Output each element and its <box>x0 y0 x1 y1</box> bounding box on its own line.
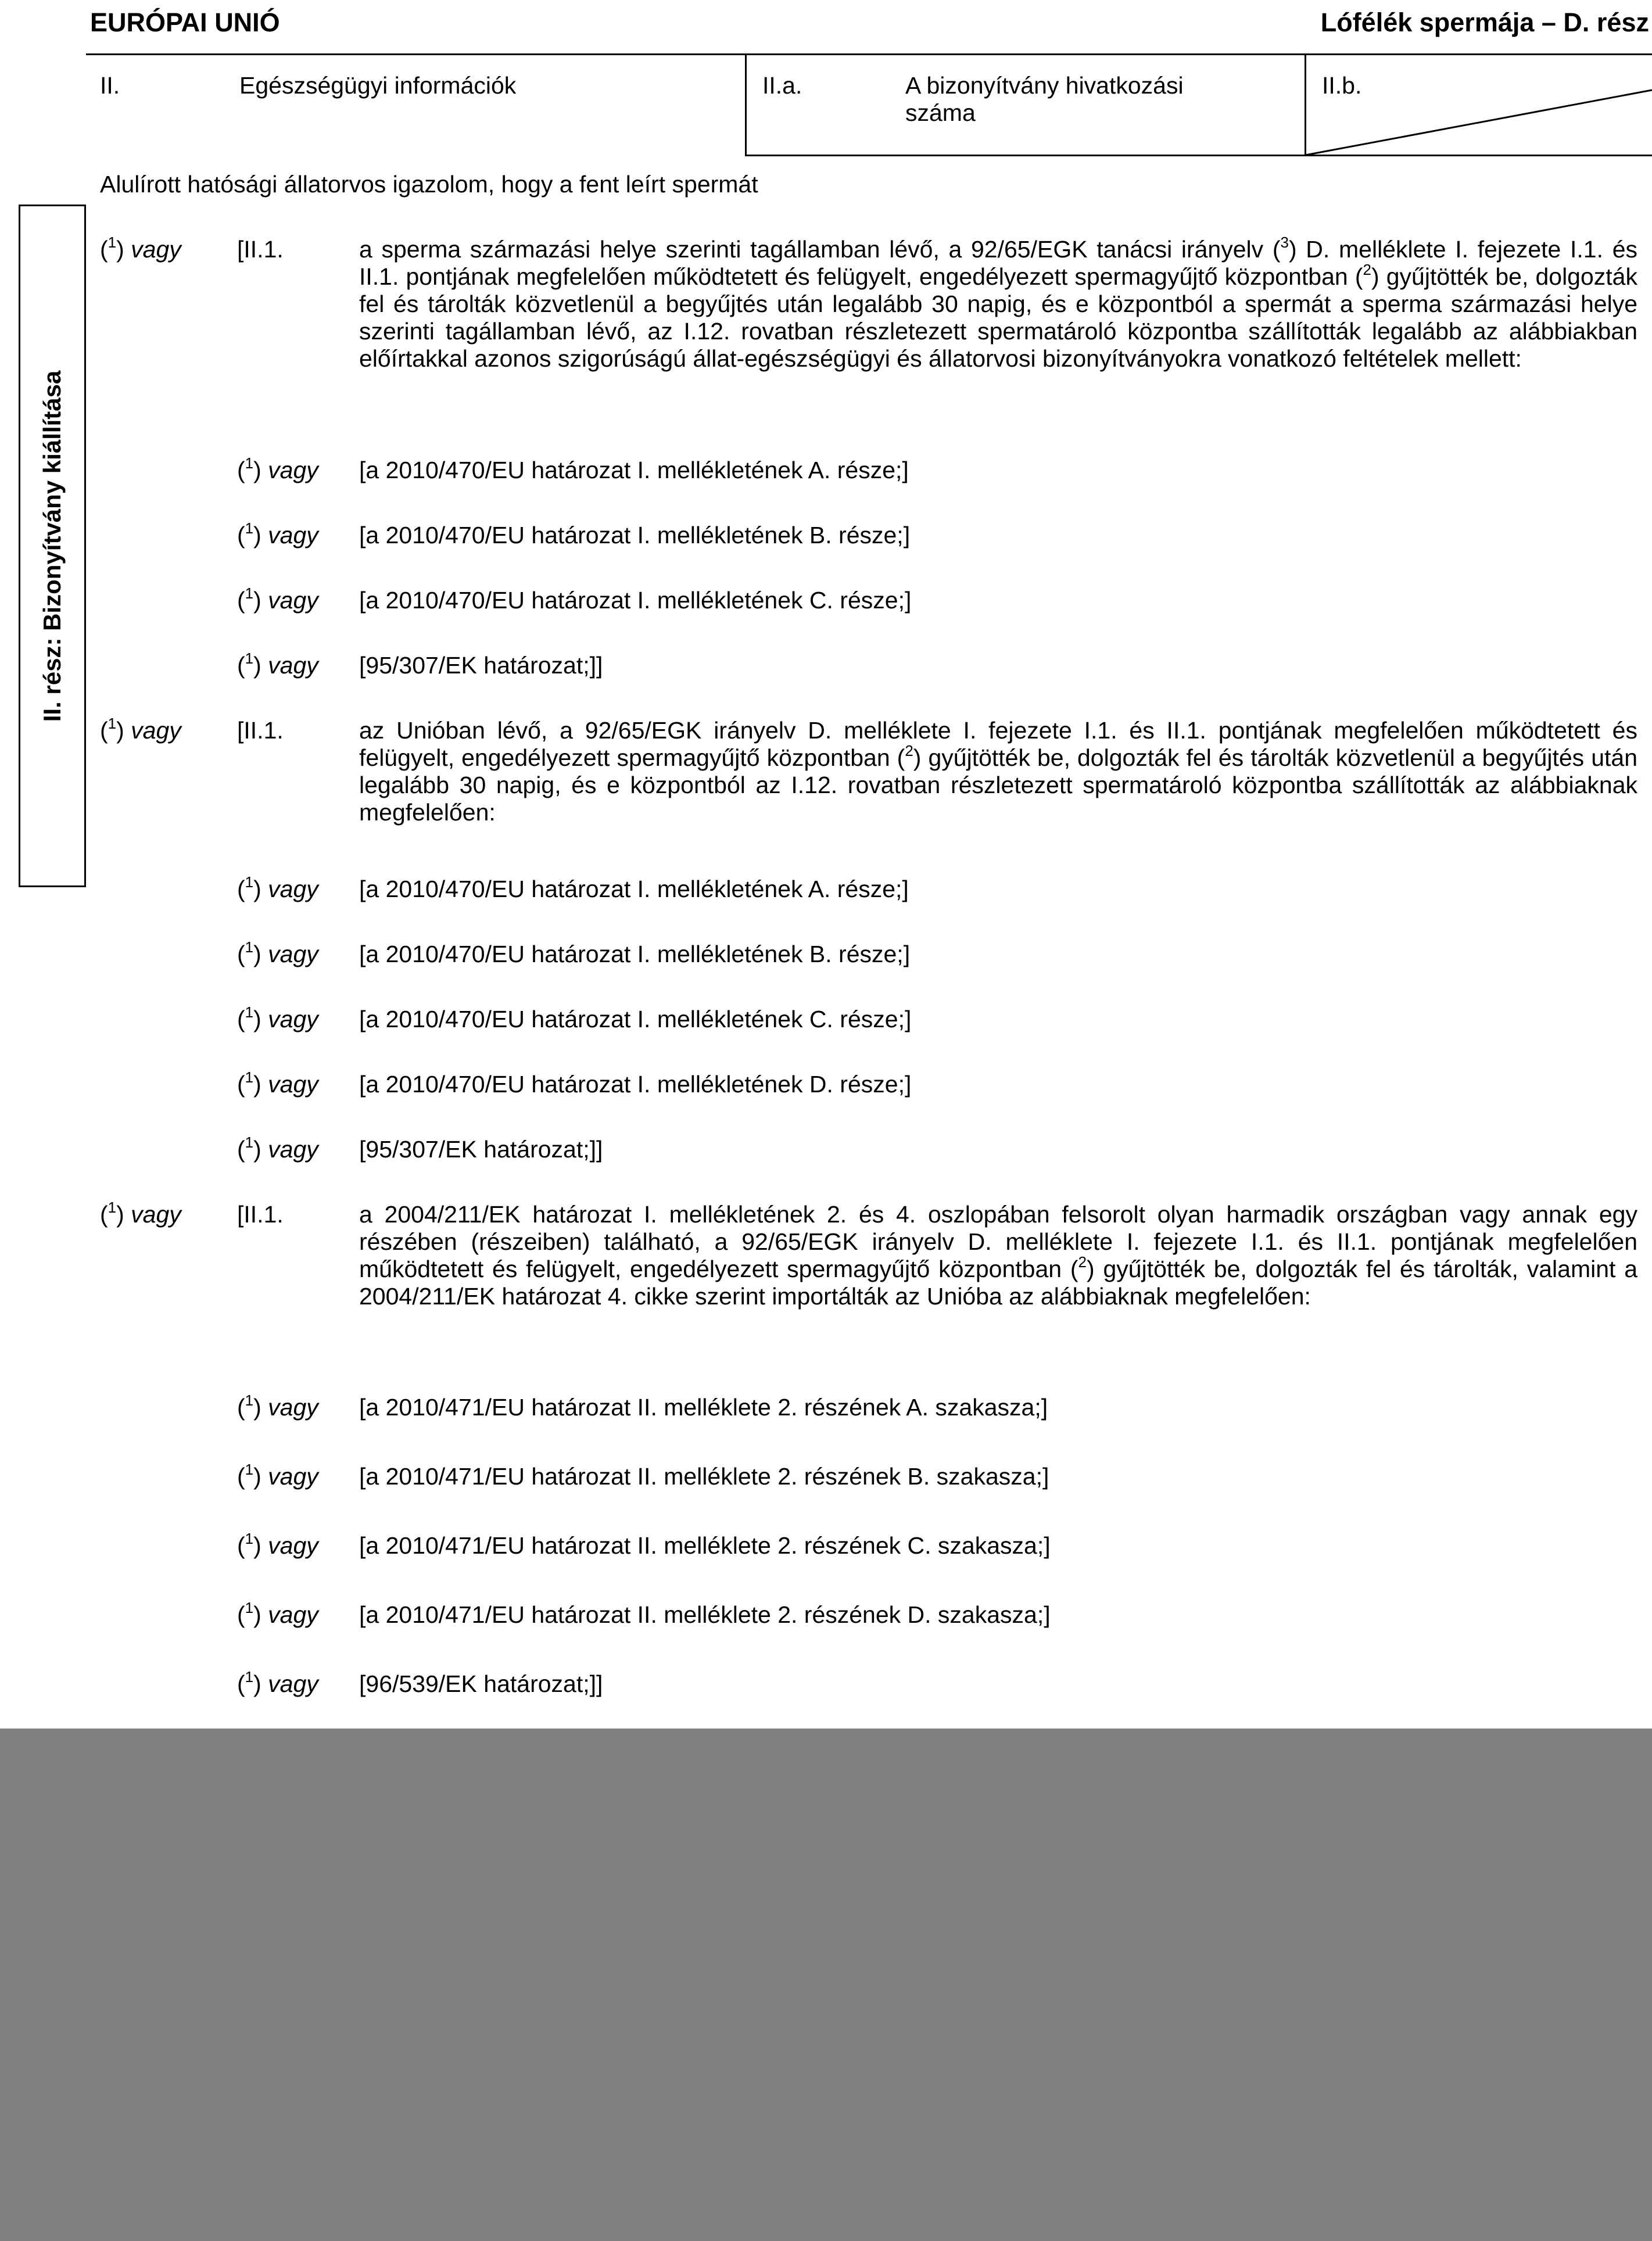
block1-number: [II.1. <box>237 236 284 263</box>
block1-option-b-vagy: ($^1$) vagy <box>237 519 318 548</box>
side-label: II. rész: Bizonyítvány kiállítása <box>38 370 66 722</box>
side-label-box <box>19 205 86 887</box>
block2-option-e-vagy: ($^1$) vagy <box>237 1134 318 1163</box>
block2-option-a-vagy: ($^1$) vagy <box>237 873 318 902</box>
block2-option-c: [a 2010/470/EU határozat I. mellékletének C. része;] <box>359 1006 912 1032</box>
block3-option-a: [a 2010/471/EU határozat II. melléklete 2. részének A. szakasza;] <box>359 1394 1048 1421</box>
header-right: Lófélék spermája – D. rész <box>1320 8 1649 37</box>
block2-option-e: [95/307/EK határozat;]] <box>359 1136 603 1163</box>
block2-option-a: [a 2010/470/EU határozat I. mellékletének A. része;] <box>359 876 909 902</box>
header-left: EURÓPAI UNIÓ <box>90 8 280 37</box>
block2-option-d-vagy: ($^1$) vagy <box>237 1068 318 1098</box>
block2-option-b-vagy: ($^1$) vagy <box>237 938 318 967</box>
block3-option-c: [a 2010/471/EU határozat II. melléklete 2. részének C. szakasza;] <box>359 1532 1051 1559</box>
block2-option-c-vagy: ($^1$) vagy <box>237 1003 318 1032</box>
block1-text: a sperma származási helye szerinti tagállamban lévő, a 92/65/EGK tanácsi irányelv ($^3$) D. melléklete I. fejezete I.1. és II.1. pontjának megfelelően működtetett és felügyelt, engedélyezett spermagyűjtő központban ($^2$) gyűjtötték be, dolgozták fel és tárolták közvetlenül a begyűjtés után legalább 30 napig, és e központból a spermát a sperma származási helye szerinti tagállamban lévő, az I.12. rovatban részletezett spermatároló központba szállították legalább az alábbiakban előírtakkal azonos szigorúságú állat-egészségügyi és állatorvosi bizonyítványokra vonatkozó feltételek mellett: <box>359 234 1637 372</box>
block2-text: az Unióban lévő, a 92/65/EGK irányelv D. melléklete I. fejezete I.1. és II.1. pontjának megfelelően működtetett és felügyelt, engedélyezett spermagyűjtő központban ($^2$) gyűjtötték be, dolgozták fel és tárolták közvetlenül a begyűjtés után legalább 30 napig, és e központból az I.12. rovatban részletezett spermatároló központba szállították az alábbiaknak megfelelően: <box>359 717 1637 826</box>
box-divider-1 <box>745 53 747 156</box>
block2-option-b: [a 2010/470/EU határozat I. mellékletének B. része;] <box>359 941 911 967</box>
block3-option-e: [96/539/EK határozat;]] <box>359 1670 603 1697</box>
block3-option-d-vagy: ($^1$) vagy <box>237 1599 318 1628</box>
gray-overlay <box>0 1729 1652 2241</box>
block3-number: [II.1. <box>237 1201 284 1228</box>
ref-title: A bizonyítvány hivatkozási száma <box>905 72 1184 126</box>
block2-number: [II.1. <box>237 717 284 744</box>
block3-text: a 2004/211/EK határozat I. mellékletének 2. és 4. oszlopában felsorolt olyan harmadik országban vagy annak egy részében (részeiben) található, a 92/65/EGK irányelv D. melléklete I. fejezete I.1. és II.1. pontjának megfelelően működtetett és felügyelt, engedélyezett spermagyűjtő központban ($^2$) gyűjtötték be, dolgozták fel és tárolták, valamint a 2004/211/EK határozat 4. cikke szerint importálták az Unióba az alábbiaknak megfelelően: <box>359 1201 1637 1310</box>
section-number: II. <box>100 72 120 99</box>
block3-option-d: [a 2010/471/EU határozat II. melléklete 2. részének D. szakasza;] <box>359 1601 1051 1628</box>
box-diagonal <box>1305 54 1652 156</box>
ref-number: II.a. <box>762 72 802 99</box>
block3-option-e-vagy: ($^1$) vagy <box>237 1668 318 1697</box>
block1-option-d-vagy: ($^1$) vagy <box>237 650 318 679</box>
block2-vagy: ($^1$) vagy <box>100 715 181 744</box>
block3-option-a-vagy: ($^1$) vagy <box>237 1392 318 1421</box>
block1-option-a: [a 2010/470/EU határozat I. mellékletének A. része;] <box>359 457 909 483</box>
section-title: Egészségügyi információk <box>239 72 517 99</box>
block3-vagy: ($^1$) vagy <box>100 1199 181 1228</box>
block1-option-b: [a 2010/470/EU határozat I. mellékletének B. része;] <box>359 522 911 548</box>
block1-option-d: [95/307/EK határozat;]] <box>359 652 603 679</box>
block2-option-d: [a 2010/470/EU határozat I. mellékletének D. része;] <box>359 1071 912 1098</box>
block1-option-a-vagy: ($^1$) vagy <box>237 454 318 483</box>
block1-option-c: [a 2010/470/EU határozat I. mellékletének C. része;] <box>359 587 912 614</box>
block1-option-c-vagy: ($^1$) vagy <box>237 585 318 614</box>
intro-text: Alulírott hatósági állatorvos igazolom, hogy a fent leírt spermát <box>100 171 758 198</box>
block3-option-b: [a 2010/471/EU határozat II. melléklete 2. részének B. szakasza;] <box>359 1463 1049 1490</box>
block3-option-c-vagy: ($^1$) vagy <box>237 1530 318 1559</box>
box-b-number: II.b. <box>1322 72 1362 99</box>
block3-option-b-vagy: ($^1$) vagy <box>237 1461 318 1490</box>
block1-vagy: ($^1$) vagy <box>100 234 181 263</box>
